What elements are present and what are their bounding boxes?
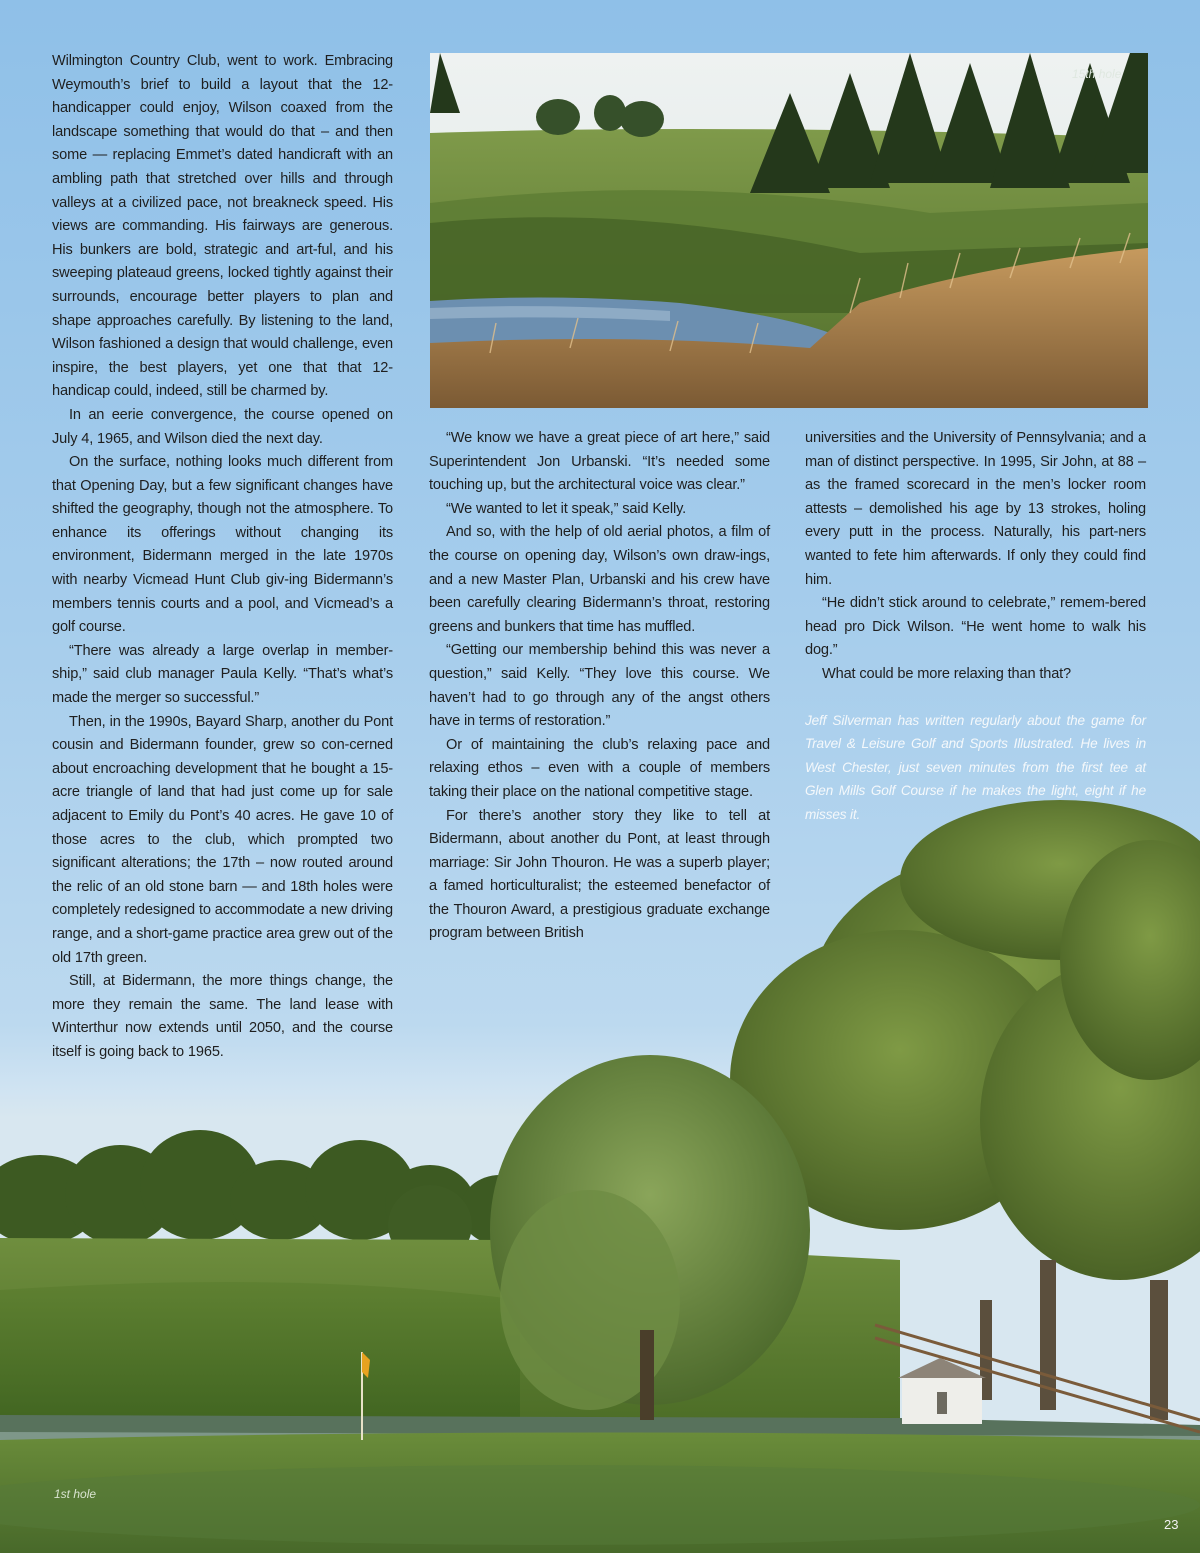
paragraph: Or of maintaining the club’s relaxing pace and relaxing ethos – even with a couple of members taking their place on the national competitive stage. xyxy=(429,736,770,800)
paragraph: For there’s another story they like to tell at Bidermann, about another du Pont, at least through marriage: Sir John Thouron. He was a superb player; a famed horticulturalist; the esteemed benefactor of the Thouron Award, a prestigious graduate exchange program between British xyxy=(429,807,770,942)
article-column-3 xyxy=(805,427,1146,827)
paragraph: “There was already a large overlap in member-ship,” said club manager Paula Kelly. “That’s what’s made the merger so successful.” xyxy=(52,642,393,707)
photo-15th-hole xyxy=(430,53,1148,408)
paragraph: universities and the University of Pennsylvania; and a man of distinct perspective. In 1995, Sir John, at 88 – as the framed scorecard in the men’s locker room attests – demolished his age by 13 strokes, holing every putt in the process. Naturally, his part-ners wanted to fete him afterwards. If only they could find him. xyxy=(805,430,1146,588)
paragraph: “He didn’t stick around to celebrate,” remem-bered head pro Dick Wilson. “He went home to walk his dog.” xyxy=(805,595,1146,659)
paragraph: Still, at Bidermann, the more things change, the more they remain the same. The land lease with Winterthur now extends until 2050, and the course itself is going back to 1965. xyxy=(52,973,393,1060)
paragraph: “Getting our membership behind this was never a question,” said Kelly. “They love this course. We haven’t had to go through any of the angst others have in terms of restoration.” xyxy=(429,642,770,730)
paragraph: “We wanted to let it speak,” said Kelly. xyxy=(446,500,687,517)
photo-caption-15th-hole: 15th hole xyxy=(1072,67,1122,81)
paragraph: Then, in the 1990s, Bayard Sharp, another du Pont cousin and Bidermann founder, grew so con-cerned about encroaching development that he bought a 15-acre triangle of land that had just come up for sale adjacent to Emily du Pont’s 40 acres. He gave 10 of those acres to the club, which prompted two significant alterations; the 17th – now routed around the relic of an old stone barn — and 18th holes were completely redesigned to accommodate a new driving range, and a short-game practice area grew out of the old 17th green. xyxy=(52,713,393,966)
paragraph: Wilmington Country Club, went to work. Embracing Weymouth’s brief to build a layout that the 12-handicapper could enjoy, Wilson coaxed from the landscape something that would do that – and then some — replacing Emmet’s dated handicraft with an ambling path that stretched over hills and through valleys at a civilized pace, not breakneck speed. His views are commanding. His fairways are generous. His bunkers are bold, strategic and art-ful, and his sweeping plateaud greens, locked tightly against their surrounds, encourage better players to plan and shape approaches carefully. By listening to the land, Wilson fashioned a design that would challenge, even inspire, the best players, yet one that that 12-handicap could, indeed, still be charmed by. xyxy=(52,53,393,400)
paragraph: “We know we have a great piece of art here,” said Superintendent Jon Urbanski. “It’s needed some touching up, but the architectural voice was clear.” xyxy=(429,430,770,494)
article-column-1 xyxy=(52,50,393,1065)
page-number: 23 xyxy=(1164,1517,1179,1532)
paragraph: What could be more relaxing than that? xyxy=(822,665,1072,682)
paragraph: In an eerie convergence, the course opened on July 4, 1965, and Wilson died the next day. xyxy=(52,406,393,447)
article-column-2 xyxy=(429,427,770,946)
paragraph: And so, with the help of old aerial photos, a film of the course on opening day, Wilson’s own draw-ings, and a new Master Plan, Urbanski and his crew have been carefully clearing Bidermann’s throat, restoring greens and bunkers that time has muffled. xyxy=(429,524,770,635)
author-bio: Jeff Silverman has written regularly about the game for Travel & Leisure Golf and Sports Illustrated. He lives in West Chester, just seven minutes from the first tee at Glen Mills Golf Course if he makes the light, eight if he misses it. xyxy=(805,712,1146,822)
photo-caption-1st-hole: 1st hole xyxy=(54,1487,97,1501)
paragraph: On the surface, nothing looks much different from that Opening Day, but a few significant changes have shifted the geography, though not the atmosphere. To enhance its offerings without changing its environment, Bidermann merged in the late 1970s with nearby Vicmead Hunt Club giv-ing Bidermann’s members tennis courts and a pool, and Vicmead’s a golf course. xyxy=(52,454,393,636)
